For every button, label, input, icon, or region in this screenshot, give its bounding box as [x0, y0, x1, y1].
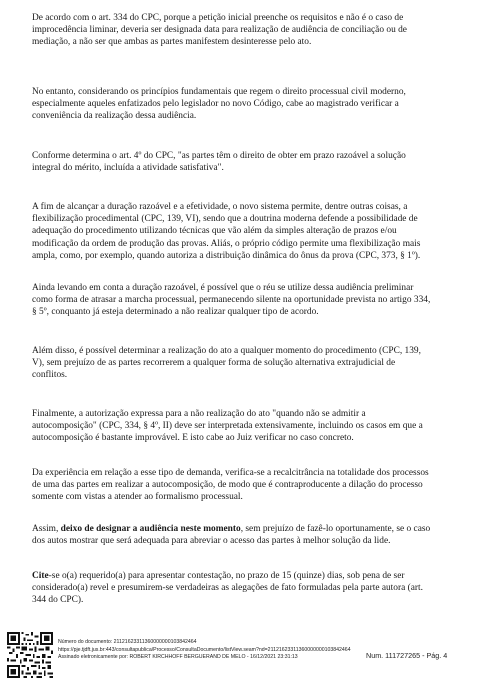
paragraph-line: Da experiência em relação a esse tipo de demanda, verifica-se a recalcitrância na totalidade dos processos — [32, 468, 429, 478]
paragraph-line: adequação do procedimento utilizando técnicas que vão além da simples alteração de prazos e/ou — [32, 226, 397, 237]
paragraph-line: Conforme determina o art. 4º do CPC, "as partes têm o direito de obter em prazo razoável a solução — [32, 151, 406, 161]
document-footer — [58, 639, 351, 662]
paragraph-line: autocomposição é bastante improvável. E isto cabe ao Juiz verificar no caso concreto. — [32, 433, 354, 444]
paragraph-1 — [32, 12, 460, 49]
paragraph-5 — [32, 282, 460, 319]
signature-line: Assinado eletronicamente por: ROBERT KIRCHHOFF BERGUERAND DE MELO - 16/12/2021 23:31:13 — [58, 654, 298, 660]
document-url[interactable]: https://pje.tjdft.jus.br:443/consultapublica/Processo/ConsultaDocumento/listView.seam?nd=21121623311360000000103842464 — [58, 646, 351, 653]
paragraph-8 — [32, 467, 460, 504]
paragraph-line: ampla, como, por exemplo, quando autoriza a distribuição dinâmica do ônus da prova (CPC, 373, § 1º). — [32, 250, 421, 261]
paragraph-text: , sem prejuízo de fazê-lo oportunamente, se o caso — [240, 524, 431, 534]
qr-code-icon — [7, 632, 53, 678]
paragraph-line — [32, 523, 460, 535]
paragraph-line: 344 do CPC). — [32, 595, 84, 606]
paragraph-line: No entanto, considerando os princípios fundamentais que regem o direito processual civil moderno, — [32, 87, 406, 97]
bold-phrase: deixo de designar a audiência neste momento — [60, 524, 241, 534]
paragraph-line: V), sem prejuízo de as partes recorrerem a qualquer forma de solução alternativa extrajudicial de — [32, 358, 396, 369]
paragraph-10 — [32, 570, 460, 607]
paragraph-4 — [32, 201, 460, 262]
paragraph-line: flexibilização procedimental (CPC, 139, VI), sendo que a doutrina moderna defende a possibilidade de — [32, 214, 418, 225]
paragraph-line: Ainda levando em conta a duração razoável, é possível que o réu se utilize dessa audiência preliminar — [32, 283, 414, 293]
document-number: Número do documento: 21121623311360000000103842464 — [58, 639, 197, 645]
paragraph-prefix: Assim, — [32, 524, 61, 534]
paragraph-6 — [32, 345, 460, 382]
paragraph-line: dos autos mostrar que será adequada para abreviar o acesso das partes à melhor solução da lide. — [32, 536, 391, 547]
paragraph-line: como forma de atrasar a marcha processual, permanecendo silente na oportunidade prevista no artigo 334, — [32, 295, 431, 306]
paragraph-line: Além disso, é possível determinar a realização do ato a qualquer momento do procedimento (CPC, 139, — [32, 346, 421, 356]
paragraph-7 — [32, 408, 460, 445]
paragraph-line: Finalmente, a autorização expressa para a não realização do ato "quando não se admitir a — [32, 409, 366, 419]
paragraph-line: integral do mérito, incluída a atividade satisfativa". — [32, 163, 224, 174]
paragraph-line: A fim de alcançar a duração razoável e a efetividade, o novo sistema permite, dentre outras coisas, a — [32, 202, 408, 212]
bold-phrase: Cite — [32, 571, 49, 581]
paragraph-line: mediação, a não ser que ambas as partes manifestem desinteresse pelo ato. — [32, 37, 312, 48]
paragraph-9 — [32, 523, 460, 547]
paragraph-line: improcedência liminar, deveria ser designada data para realização de audiência de conciliação ou de — [32, 25, 407, 36]
paragraph-line: conflitos. — [32, 370, 68, 381]
paragraph-line: modificação da ordem de produção das provas. Aliás, o próprio código permite uma flexibilização mais — [32, 238, 421, 249]
paragraph-2 — [32, 86, 460, 123]
page-number: Num. 111727265 - Pág. 4 — [366, 651, 448, 660]
paragraph-line — [32, 570, 460, 582]
paragraph-line: especialmente aqueles enfatizados pelo legislador no novo Código, cabe ao magistrado verificar a — [32, 99, 399, 110]
paragraph-line: De acordo com o art. 334 do CPC, porque a petição inicial preenche os requisitos e não é o caso de — [32, 13, 404, 23]
paragraph-line: conveniência da realização dessa audiência. — [32, 111, 197, 122]
paragraph-text: -se o(a) requerido(a) para apresentar contestação, no prazo de 15 (quinze) dias, sob pena de ser — [48, 571, 405, 581]
paragraph-line: considerado(a) revel e presumirem-se verdadeiras as alegações de fato formuladas pela parte autora (art. — [32, 583, 423, 594]
paragraph-line: de uma das partes em realizar a autocomposição, de modo que é contraproducente a dilação do processo — [32, 480, 423, 491]
paragraph-3 — [32, 150, 460, 174]
paragraph-line: somente com vistas a atender ao formalismo processual. — [32, 492, 243, 503]
paragraph-line: § 5º, conquanto já esteja determinado a não realizar qualquer tipo de acordo. — [32, 307, 319, 318]
paragraph-line: autocomposição" (CPC, 334, § 4º, II) deve ser interpretada extensivamente, incluindo os casos em que a — [32, 421, 423, 432]
